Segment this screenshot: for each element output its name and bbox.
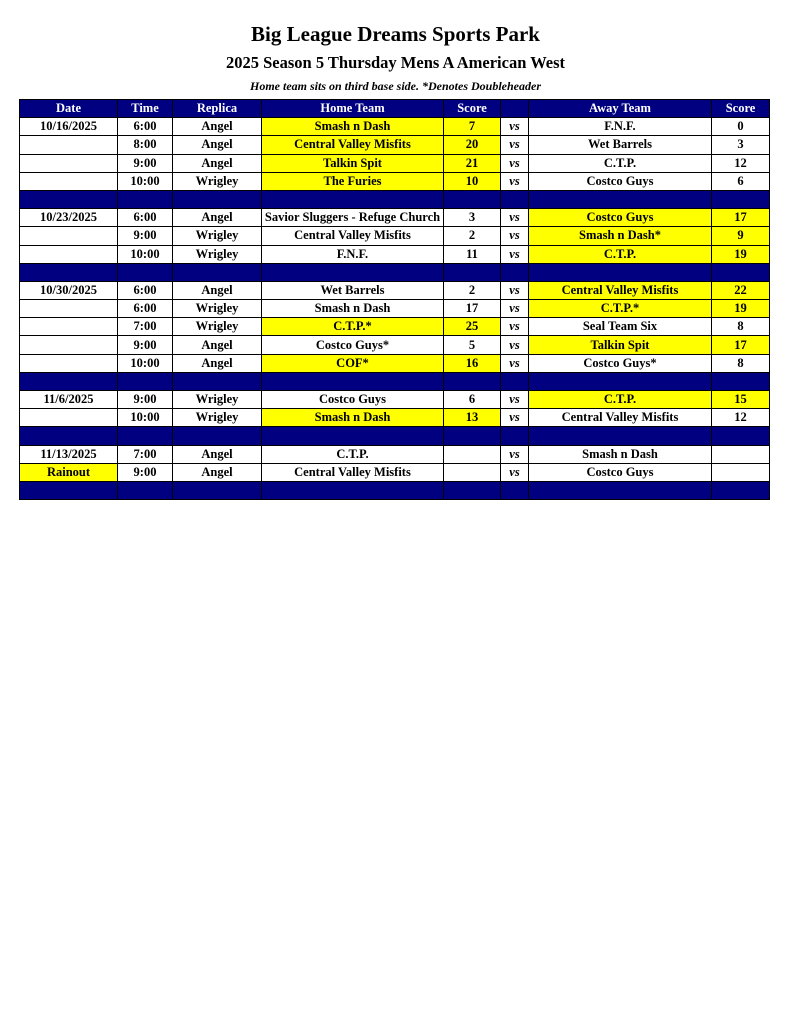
vs-cell: vs (501, 136, 529, 154)
home-team-cell: Smash n Dash (262, 118, 444, 136)
separator-cell (712, 427, 770, 445)
date-cell: 11/6/2025 (20, 391, 118, 409)
vs-cell: vs (501, 409, 529, 427)
separator-cell (501, 481, 529, 499)
home-team-cell: Smash n Dash (262, 300, 444, 318)
table-row (20, 154, 770, 172)
vs-cell: vs (501, 154, 529, 172)
table-row (20, 445, 770, 463)
separator-cell (529, 372, 712, 390)
table-row (20, 209, 770, 227)
away-team-cell: Costco Guys (529, 209, 712, 227)
separator-cell (262, 372, 444, 390)
replica-cell: Angel (173, 154, 262, 172)
time-cell: 9:00 (118, 154, 173, 172)
home-team-label: Savior Sluggers - Refuge Church (264, 210, 441, 225)
away-team-cell: C.T.P.* (529, 300, 712, 318)
separator-cell (529, 263, 712, 281)
separator-cell (712, 190, 770, 208)
separator-cell (262, 481, 444, 499)
separator-cell (444, 427, 501, 445)
away-team-cell: Wet Barrels (529, 136, 712, 154)
separator-cell (173, 481, 262, 499)
replica-cell: Wrigley (173, 409, 262, 427)
time-cell: 6:00 (118, 209, 173, 227)
separator-cell (20, 190, 118, 208)
date-cell (20, 245, 118, 263)
home-score-cell: 2 (444, 227, 501, 245)
page-title: Big League Dreams Sports Park (251, 22, 540, 46)
separator-row (20, 427, 770, 445)
separator-cell (173, 372, 262, 390)
table-row (20, 409, 770, 427)
away-score-cell: 19 (712, 300, 770, 318)
separator-cell (444, 481, 501, 499)
header-away-score: Score (712, 100, 770, 118)
replica-cell: Wrigley (173, 245, 262, 263)
separator-cell (173, 190, 262, 208)
time-cell: 9:00 (118, 463, 173, 481)
time-cell: 6:00 (118, 300, 173, 318)
date-cell (20, 300, 118, 318)
vs-cell: vs (501, 118, 529, 136)
separator-cell (20, 372, 118, 390)
home-team-cell: Central Valley Misfits (262, 463, 444, 481)
separator-cell (712, 372, 770, 390)
away-team-cell: Central Valley Misfits (529, 409, 712, 427)
vs-cell: vs (501, 445, 529, 463)
replica-cell: Angel (173, 463, 262, 481)
home-score-cell: 20 (444, 136, 501, 154)
home-score-cell: 10 (444, 172, 501, 190)
table-header-row (20, 100, 770, 118)
header-date: Date (20, 100, 118, 118)
replica-cell: Angel (173, 445, 262, 463)
replica-cell: Wrigley (173, 227, 262, 245)
vs-cell: vs (501, 463, 529, 481)
separator-row (20, 372, 770, 390)
replica-cell: Angel (173, 336, 262, 354)
home-team-cell: COF* (262, 354, 444, 372)
separator-cell (262, 190, 444, 208)
time-cell: 10:00 (118, 409, 173, 427)
date-cell: 10/16/2025 (20, 118, 118, 136)
date-cell: 11/13/2025 (20, 445, 118, 463)
date-cell (20, 318, 118, 336)
separator-cell (262, 427, 444, 445)
separator-cell (444, 372, 501, 390)
away-team-cell: Costco Guys* (529, 354, 712, 372)
home-team-cell: Costco Guys* (262, 336, 444, 354)
date-cell: 10/30/2025 (20, 281, 118, 299)
away-score-cell: 8 (712, 354, 770, 372)
home-score-cell (444, 463, 501, 481)
time-cell: 9:00 (118, 227, 173, 245)
separator-cell (529, 190, 712, 208)
away-score-cell (712, 445, 770, 463)
away-score-cell: 6 (712, 172, 770, 190)
vs-cell: vs (501, 209, 529, 227)
separator-row (20, 190, 770, 208)
home-team-cell: Central Valley Misfits (262, 227, 444, 245)
away-team-cell: Talkin Spit (529, 336, 712, 354)
home-team-cell: Smash n Dash (262, 409, 444, 427)
home-score-cell: 2 (444, 281, 501, 299)
date-cell: Rainout (20, 463, 118, 481)
separator-cell (118, 190, 173, 208)
separator-cell (444, 190, 501, 208)
separator-cell (118, 263, 173, 281)
separator-cell (529, 481, 712, 499)
separator-cell (712, 263, 770, 281)
away-team-cell: C.T.P. (529, 245, 712, 263)
home-score-cell: 16 (444, 354, 501, 372)
home-score-cell (444, 445, 501, 463)
time-cell: 10:00 (118, 245, 173, 263)
date-cell (20, 336, 118, 354)
schedule-table (19, 99, 770, 500)
header-replica: Replica (173, 100, 262, 118)
vs-cell: vs (501, 300, 529, 318)
away-team-cell: C.T.P. (529, 154, 712, 172)
home-team-cell: C.T.P. (262, 445, 444, 463)
vs-cell: vs (501, 245, 529, 263)
away-team-cell: F.N.F. (529, 118, 712, 136)
replica-cell: Angel (173, 136, 262, 154)
replica-cell: Wrigley (173, 300, 262, 318)
date-cell (20, 136, 118, 154)
away-team-cell: Smash n Dash* (529, 227, 712, 245)
table-row (20, 118, 770, 136)
home-score-cell: 5 (444, 336, 501, 354)
table-row (20, 172, 770, 190)
away-team-cell: Central Valley Misfits (529, 281, 712, 299)
separator-row (20, 481, 770, 499)
home-team-cell: The Furies (262, 172, 444, 190)
replica-cell: Angel (173, 118, 262, 136)
home-score-cell: 13 (444, 409, 501, 427)
away-score-cell: 17 (712, 209, 770, 227)
home-score-cell: 21 (444, 154, 501, 172)
time-cell: 6:00 (118, 118, 173, 136)
home-score-cell: 11 (444, 245, 501, 263)
home-score-cell: 7 (444, 118, 501, 136)
time-cell: 7:00 (118, 318, 173, 336)
header-home-team: Home Team (262, 100, 444, 118)
separator-cell (501, 372, 529, 390)
table-row (20, 245, 770, 263)
separator-cell (501, 427, 529, 445)
separator-cell (529, 427, 712, 445)
date-cell: 10/23/2025 (20, 209, 118, 227)
table-row (20, 318, 770, 336)
away-score-cell: 15 (712, 391, 770, 409)
date-cell (20, 354, 118, 372)
away-score-cell (712, 463, 770, 481)
separator-row (20, 263, 770, 281)
time-cell: 8:00 (118, 136, 173, 154)
vs-cell: vs (501, 227, 529, 245)
home-team-cell: Costco Guys (262, 391, 444, 409)
time-cell: 6:00 (118, 281, 173, 299)
away-score-cell: 3 (712, 136, 770, 154)
away-team-cell: Seal Team Six (529, 318, 712, 336)
away-team-cell: C.T.P. (529, 391, 712, 409)
vs-cell: vs (501, 354, 529, 372)
separator-cell (262, 263, 444, 281)
vs-cell: vs (501, 318, 529, 336)
away-score-cell: 12 (712, 409, 770, 427)
home-team-cell: Wet Barrels (262, 281, 444, 299)
away-team-cell: Costco Guys (529, 463, 712, 481)
separator-cell (173, 263, 262, 281)
home-team-cell: F.N.F. (262, 245, 444, 263)
time-cell: 10:00 (118, 354, 173, 372)
away-team-cell: Costco Guys (529, 172, 712, 190)
vs-cell: vs (501, 336, 529, 354)
time-cell: 10:00 (118, 172, 173, 190)
table-row (20, 463, 770, 481)
time-cell: 7:00 (118, 445, 173, 463)
header-vs (501, 100, 529, 118)
table-row (20, 391, 770, 409)
separator-cell (118, 427, 173, 445)
home-score-cell: 17 (444, 300, 501, 318)
replica-cell: Wrigley (173, 172, 262, 190)
away-team-cell: Smash n Dash (529, 445, 712, 463)
time-cell: 9:00 (118, 391, 173, 409)
away-score-cell: 12 (712, 154, 770, 172)
home-score-cell: 6 (444, 391, 501, 409)
separator-cell (118, 481, 173, 499)
table-row (20, 354, 770, 372)
separator-cell (501, 263, 529, 281)
header-away-team: Away Team (529, 100, 712, 118)
date-cell (20, 172, 118, 190)
home-team-cell (262, 209, 444, 227)
header-home-score: Score (444, 100, 501, 118)
away-score-cell: 9 (712, 227, 770, 245)
away-score-cell: 22 (712, 281, 770, 299)
schedule-body (20, 118, 770, 500)
replica-cell: Angel (173, 354, 262, 372)
table-row (20, 300, 770, 318)
away-score-cell: 0 (712, 118, 770, 136)
table-row (20, 336, 770, 354)
table-row (20, 136, 770, 154)
header-time: Time (118, 100, 173, 118)
separator-cell (712, 481, 770, 499)
home-score-cell: 3 (444, 209, 501, 227)
page-note: Home team sits on third base side. *Denotes Doubleheader (250, 79, 541, 93)
table-row (20, 281, 770, 299)
home-team-cell: Talkin Spit (262, 154, 444, 172)
date-cell (20, 154, 118, 172)
away-score-cell: 19 (712, 245, 770, 263)
replica-cell: Angel (173, 209, 262, 227)
separator-cell (118, 372, 173, 390)
separator-cell (20, 263, 118, 281)
separator-cell (20, 427, 118, 445)
time-cell: 9:00 (118, 336, 173, 354)
home-team-cell: C.T.P.* (262, 318, 444, 336)
separator-cell (444, 263, 501, 281)
home-team-cell: Central Valley Misfits (262, 136, 444, 154)
separator-cell (501, 190, 529, 208)
away-score-cell: 8 (712, 318, 770, 336)
separator-cell (20, 481, 118, 499)
vs-cell: vs (501, 391, 529, 409)
away-score-cell: 17 (712, 336, 770, 354)
vs-cell: vs (501, 281, 529, 299)
table-row (20, 227, 770, 245)
date-cell (20, 227, 118, 245)
separator-cell (173, 427, 262, 445)
vs-cell: vs (501, 172, 529, 190)
replica-cell: Wrigley (173, 391, 262, 409)
replica-cell: Wrigley (173, 318, 262, 336)
date-cell (20, 409, 118, 427)
replica-cell: Angel (173, 281, 262, 299)
page-subtitle: 2025 Season 5 Thursday Mens A American West (225, 53, 566, 72)
home-score-cell: 25 (444, 318, 501, 336)
